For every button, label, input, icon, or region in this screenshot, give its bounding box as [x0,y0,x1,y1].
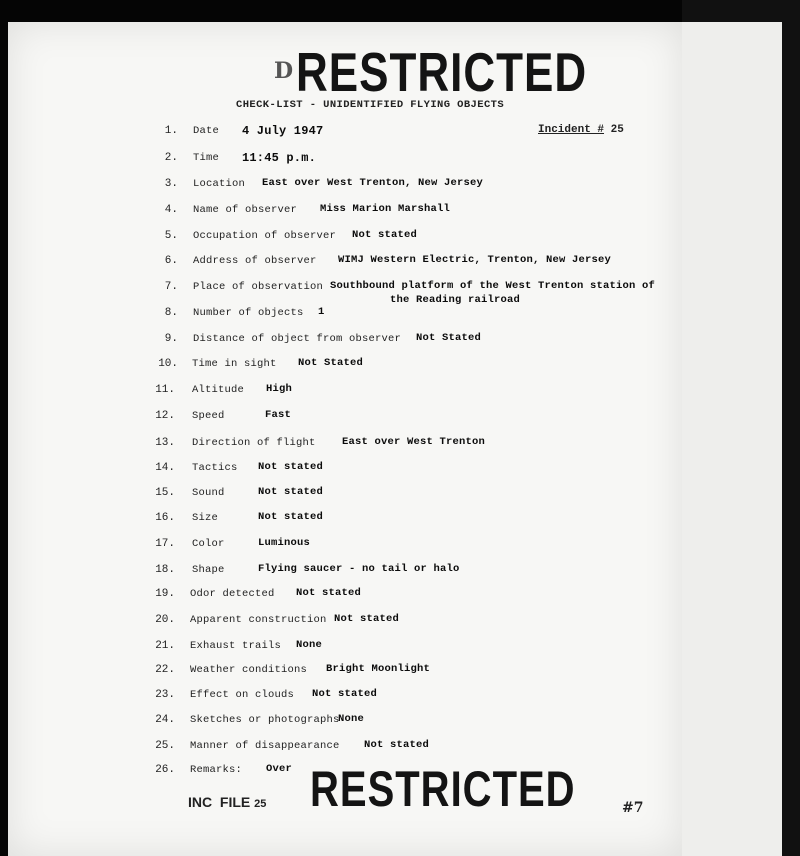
document-title: CHECK-LIST - UNIDENTIFIED FLYING OBJECTS [236,99,505,111]
item-number: 20. [155,614,175,626]
item-label: Location [193,178,246,190]
item-value: Not stated [364,739,430,751]
item-value: None [296,639,323,651]
item-value: None [338,713,365,725]
item-number: 10. [158,358,178,370]
item-value: Not stated [312,688,378,700]
item-label: Remarks: [190,764,243,776]
item-number: 22. [155,664,175,676]
item-label: Exhaust trails [190,640,282,652]
item-value: WIMJ Western Electric, Trenton, New Jersey [338,254,612,266]
item-value-continued: the Reading railroad [390,294,521,306]
item-number: 12. [155,410,175,422]
inc-label: INC [188,794,213,810]
item-value: Not stated [258,486,324,498]
restricted-stamp-top: RESTRICTED [296,42,588,104]
item-number: 15. [155,487,175,499]
item-label: Odor detected [190,588,275,600]
item-number: 17. [155,538,175,550]
item-label: Place of observation [193,281,324,293]
item-number: 13. [155,437,175,449]
item-value: Not stated [334,613,400,625]
incident-label: Incident # [538,124,605,136]
item-label: Effect on clouds [190,689,295,701]
item-label: Sketches or photographs [190,714,340,726]
item-label: Speed [192,410,225,422]
restricted-stamp-bottom: RESTRICTED [310,762,576,817]
handwritten-mark: #7 [622,800,644,816]
item-value: Not stated [258,461,324,473]
item-label: Apparent construction [190,614,327,626]
item-label: Name of observer [193,204,298,216]
scan-border-top [0,0,800,22]
item-label: Direction of flight [192,437,316,449]
item-label: Altitude [192,384,245,396]
item-number: 18. [155,564,175,576]
item-number: 4. [164,204,178,216]
item-number: 25. [155,740,175,752]
scan-border-left [0,0,8,856]
item-value: Bright Moonlight [326,663,431,675]
item-number: 23. [155,689,175,701]
item-label: Weather conditions [190,664,308,676]
incident-number [538,124,624,136]
item-value: Over [266,763,293,775]
file-label: FILE [219,794,251,810]
item-number: 7. [164,281,178,293]
item-number: 14. [155,462,175,474]
item-value: Not stated [352,229,418,241]
item-label: Color [192,538,225,550]
item-value: Flying saucer - no tail or halo [258,563,460,575]
item-number: 26. [155,764,175,776]
item-label: Distance of object from observer [193,333,402,345]
item-value: Miss Marion Marshall [320,203,451,215]
item-value: 4 July 1947 [242,124,324,138]
item-value: Not Stated [298,357,364,369]
item-number: 11. [155,384,175,396]
item-label: Date [193,125,220,137]
item-label: Sound [192,487,225,499]
item-value: Fast [265,409,292,421]
item-value: Not Stated [416,332,482,344]
item-label: Number of objects [193,307,304,319]
item-value: Luminous [258,537,311,549]
item-value: East over West Trenton [342,436,486,448]
item-value: High [266,383,293,395]
item-label: Time [193,152,220,164]
item-number: 9. [164,333,178,345]
item-number: 6. [164,255,178,267]
incident-value: 25 [610,124,624,136]
paper-edge-strip [682,22,782,856]
stamp-mark: D [274,58,294,84]
item-value: 11:45 p.m. [242,151,317,165]
item-label: Manner of disappearance [190,740,340,752]
item-label: Tactics [192,462,238,474]
item-number: 2. [164,152,178,164]
item-number: 3. [164,178,178,190]
item-label: Shape [192,564,225,576]
item-value: Not stated [296,587,362,599]
file-reference [188,794,266,810]
item-label: Time in sight [192,358,277,370]
item-label: Size [192,512,219,524]
item-number: 8. [164,307,178,319]
item-number: 24. [155,714,175,726]
item-label: Occupation of observer [193,230,337,242]
item-label: Address of observer [193,255,317,267]
item-number: 21. [155,640,175,652]
item-value: Southbound platform of the West Trenton station of [330,280,656,292]
item-value: East over West Trenton, New Jersey [262,177,484,189]
item-number: 5. [164,230,178,242]
item-number: 1. [164,125,178,137]
item-number: 19. [155,588,175,600]
item-value: 1 [318,306,325,318]
item-number: 16. [155,512,175,524]
file-number: 25 [254,798,267,810]
item-value: Not stated [258,511,324,523]
